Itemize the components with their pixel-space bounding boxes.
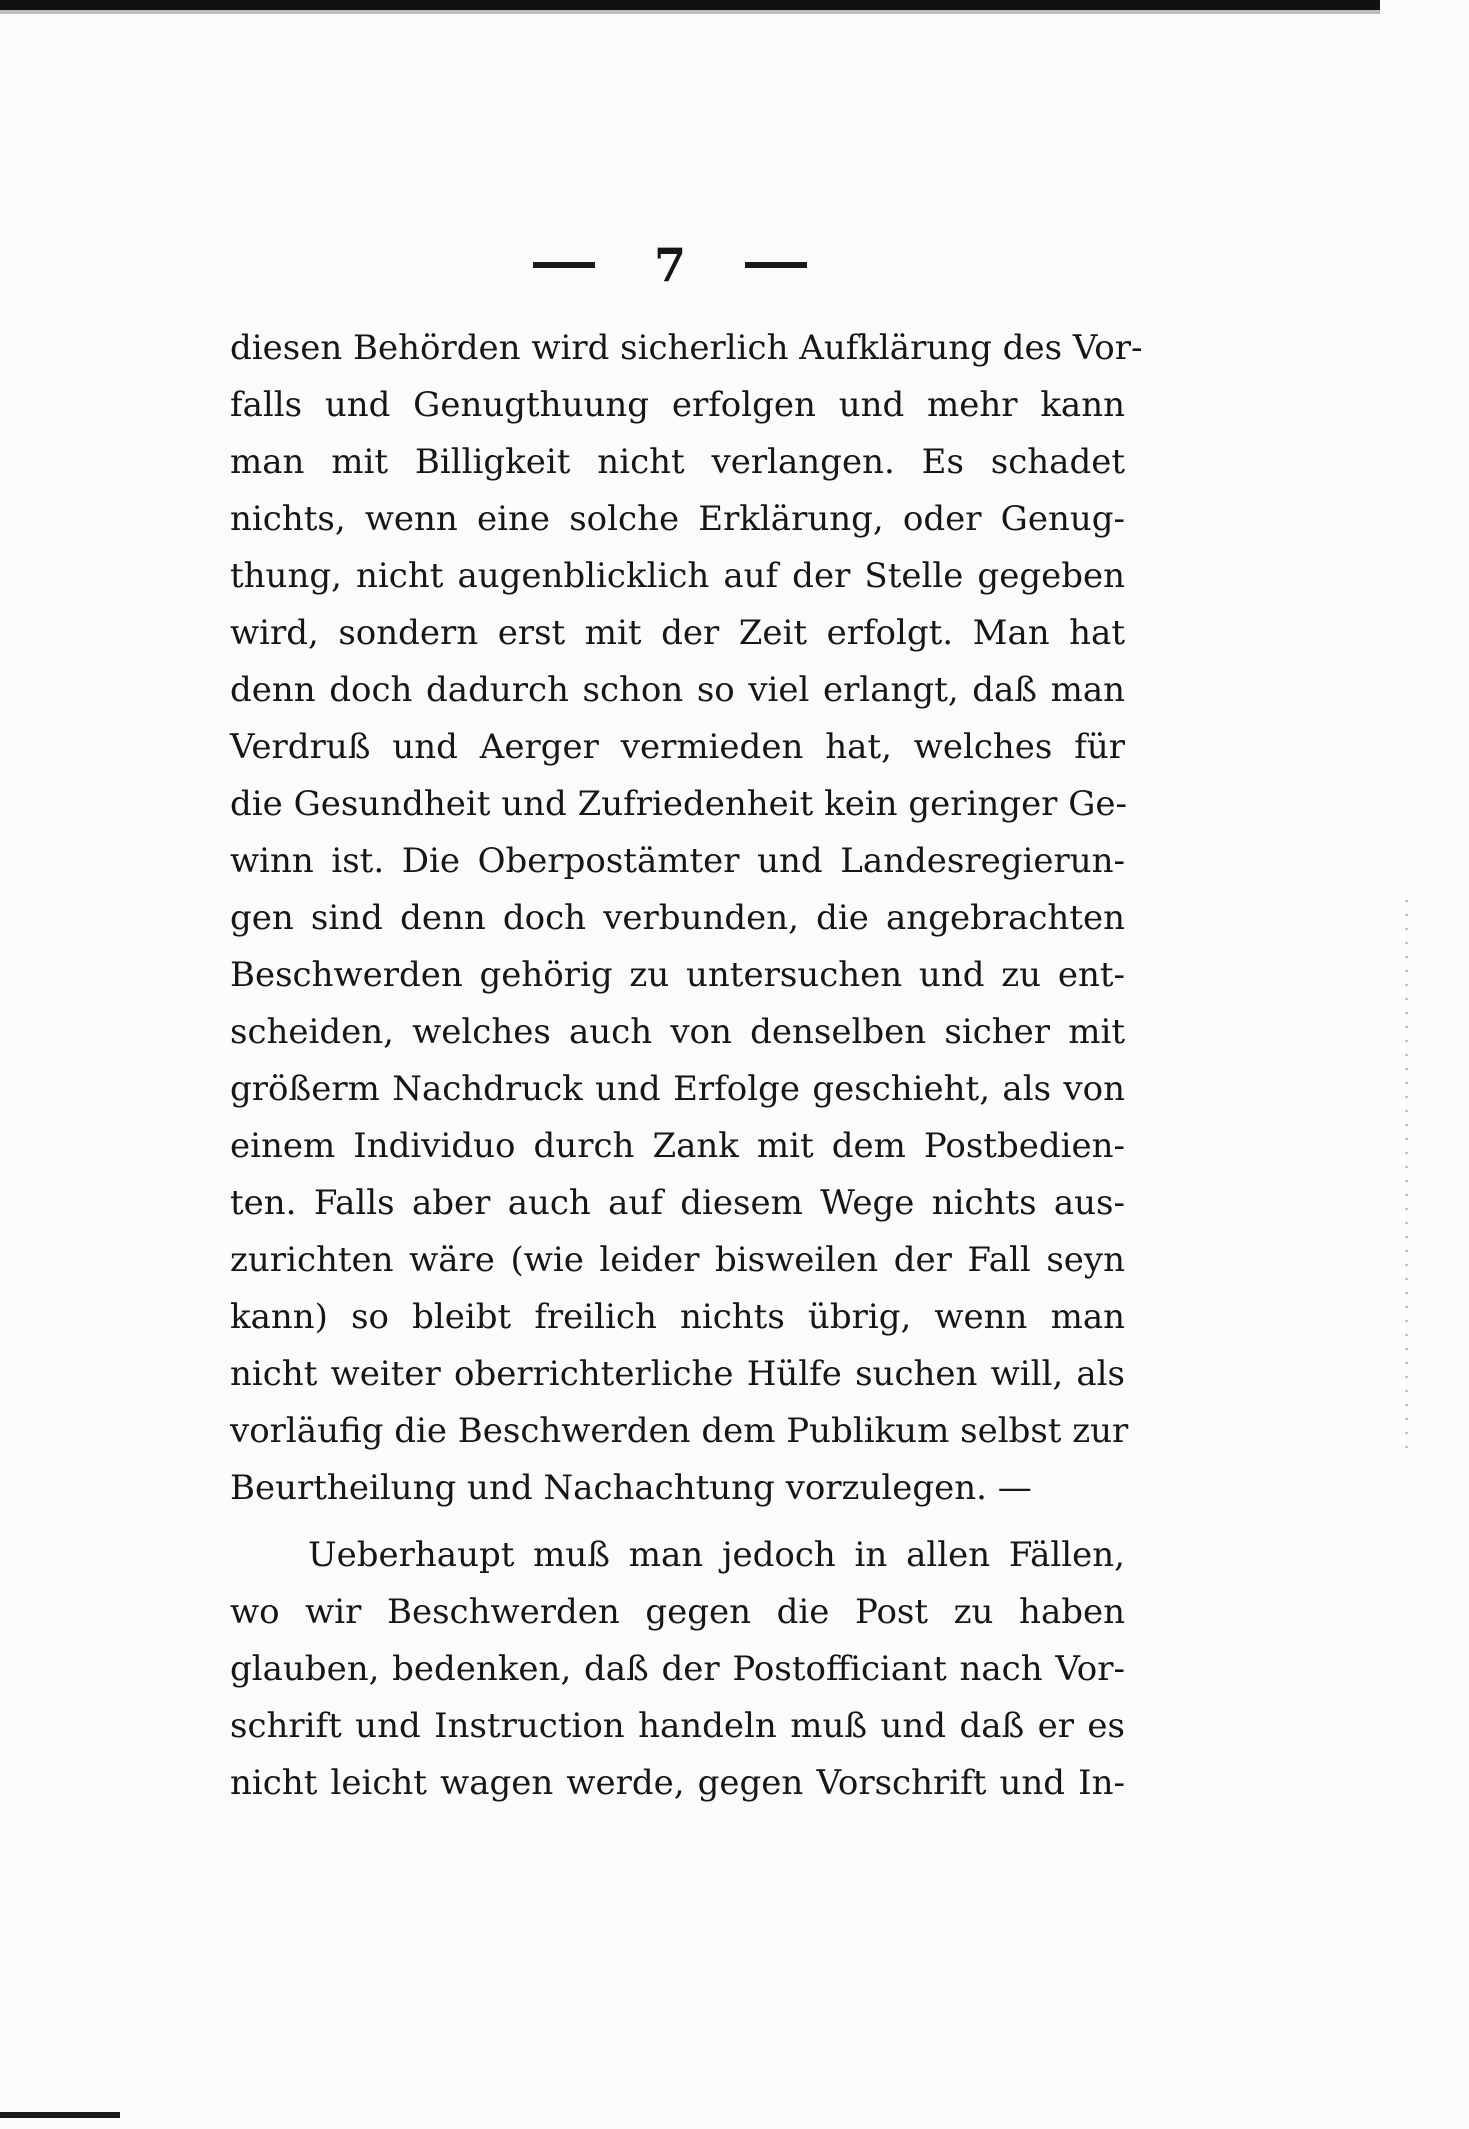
body-text [230, 320, 1143, 1812]
text-line: vorläufig die Beschwerden dem Publikum selbst zur [230, 1411, 1129, 1451]
text-line: wird, sondern erst mit der Zeit erfolgt. Man hat [230, 613, 1125, 653]
text-line: winn ist. Die Oberpostämter und Landesregierun- [230, 841, 1125, 881]
text-line: kann) so bleibt freilich nichts übrig, wenn man [230, 1297, 1125, 1337]
page-number: 7 [653, 238, 686, 292]
text-line: diesen Behörden wird sicherlich Aufklärung des Vor- [230, 328, 1143, 368]
text-line: die Gesundheit und Zufriedenheit kein geringer Ge- [230, 784, 1128, 824]
page-header [470, 235, 870, 295]
top-edge-shadow [0, 10, 1380, 14]
text-line: schrift und Instruction handeln muß und daß er es [230, 1706, 1125, 1746]
bottom-edge-mark [0, 2112, 120, 2118]
top-edge-rule [0, 0, 1380, 10]
text-line: Beurtheilung und Nachachtung vorzulegen. — [230, 1468, 1032, 1508]
text-line: glauben, bedenken, daß der Postofficiant nach Vor- [230, 1649, 1125, 1689]
text-line: nicht leicht wagen werde, gegen Vorschrift und In- [230, 1763, 1125, 1803]
text-line: größerm Nachdruck und Erfolge geschieht, als von [230, 1069, 1125, 1109]
text-line: Beschwerden gehörig zu untersuchen und zu ent- [230, 955, 1125, 995]
text-line: falls und Genugthuung erfolgen und mehr kann [230, 385, 1125, 425]
text-line: Ueberhaupt muß man jedoch in allen Fällen, [308, 1535, 1125, 1575]
header-dash-right [745, 262, 807, 268]
text-line: nichts, wenn eine solche Erklärung, oder Genug- [230, 499, 1125, 539]
header-dash-left [533, 262, 595, 268]
text-line: einem Individuo durch Zank mit dem Postbedien- [230, 1126, 1125, 1166]
text-line: gen sind denn doch verbunden, die angebrachten [230, 898, 1125, 938]
paragraph-1 [230, 320, 1143, 1517]
paper-speckle [1405, 900, 1408, 1460]
text-line: Verdruß und Aerger vermieden hat, welches für [230, 727, 1125, 767]
paragraph-gap [230, 1517, 1125, 1527]
text-line: zurichten wäre (wie leider bisweilen der Fall seyn [230, 1240, 1125, 1280]
text-line: thung, nicht augenblicklich auf der Stelle gegeben [230, 556, 1125, 596]
paragraph-2 [230, 1527, 1125, 1812]
text-line: denn doch dadurch schon so viel erlangt, daß man [230, 670, 1125, 710]
text-line: man mit Billigkeit nicht verlangen. Es schadet [230, 442, 1125, 482]
text-line: wo wir Beschwerden gegen die Post zu haben [230, 1592, 1125, 1632]
text-line: ten. Falls aber auch auf diesem Wege nichts aus- [230, 1183, 1125, 1223]
text-line: scheiden, welches auch von denselben sicher mit [230, 1012, 1125, 1052]
text-line: nicht weiter oberrichterliche Hülfe suchen will, als [230, 1354, 1125, 1394]
